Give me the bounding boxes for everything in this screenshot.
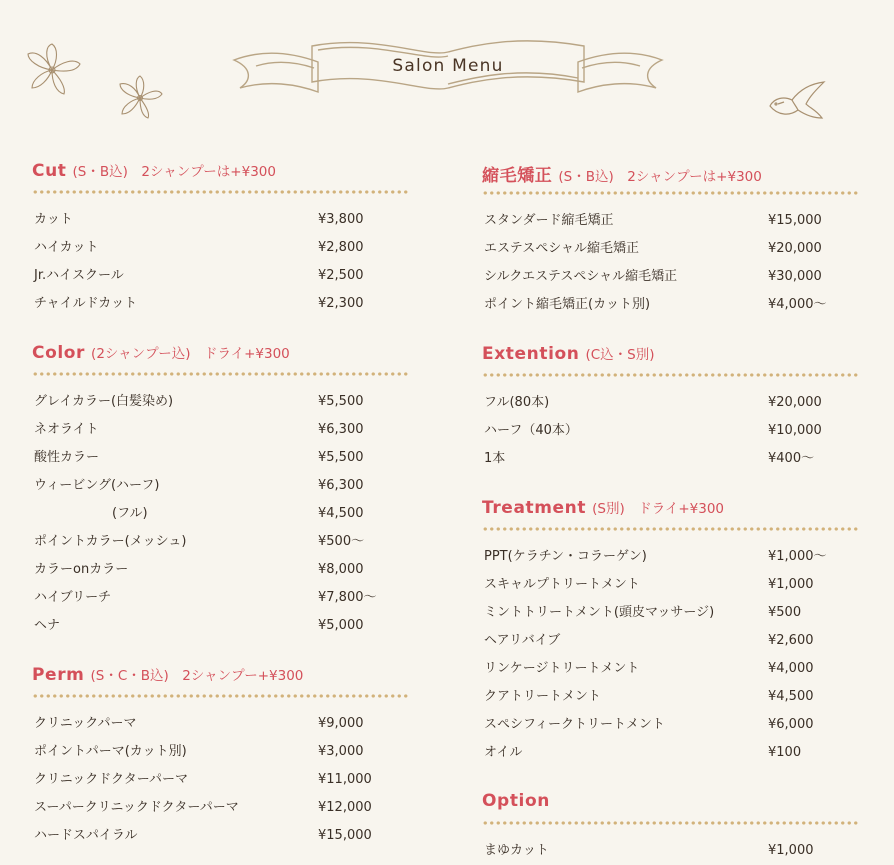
item-price: ¥3,800 (318, 212, 364, 227)
item-price: ¥400〜 (768, 451, 815, 466)
menu-item (482, 711, 858, 739)
item-price: ¥8,000 (318, 562, 364, 577)
item-price: ¥20,000 (768, 241, 822, 256)
item-price: ¥4,500 (318, 506, 364, 521)
item-price: ¥11,000 (318, 772, 372, 787)
item-price: ¥3,000 (318, 744, 364, 759)
item-name: カラーonカラー (34, 562, 129, 577)
item-price: ¥10,000 (768, 423, 822, 438)
item-price: ¥500 (768, 605, 802, 620)
item-name: カット (34, 212, 73, 227)
item-price: ¥15,000 (768, 213, 822, 228)
menu-item (482, 837, 858, 865)
item-price: ¥4,500 (768, 689, 814, 704)
menu-item (482, 207, 858, 235)
menu-item (32, 262, 408, 290)
menu-item (32, 388, 408, 416)
title-banner (226, 30, 670, 110)
section-note: (S別) ドライ+¥300 (592, 501, 724, 517)
dotted-divider (482, 819, 858, 827)
menu-item (482, 417, 858, 445)
menu-item (32, 528, 408, 556)
item-name: ハイブリーチ (34, 590, 112, 605)
item-name: 1本 (484, 451, 506, 466)
item-price: ¥6,000 (768, 717, 814, 732)
section-note: (S・C・B込) 2シャンプー+¥300 (90, 668, 304, 684)
item-price: ¥2,300 (318, 296, 364, 311)
item-name: シルクエステスペシャル縮毛矯正 (484, 269, 678, 284)
item-name: ヘアリバイブ (484, 633, 561, 648)
menu-item (32, 584, 408, 612)
menu-section-treatment (482, 497, 858, 767)
menu-section-color (32, 342, 408, 640)
menu-section-extention (482, 343, 858, 473)
menu-item (482, 599, 858, 627)
item-price: ¥500〜 (318, 534, 365, 549)
section-title: Perm (32, 665, 85, 685)
menu-item (32, 822, 408, 850)
menu-section-cut (32, 160, 408, 318)
item-price: ¥2,800 (318, 240, 364, 255)
item-price: ¥15,000 (318, 828, 372, 843)
menu-item (32, 416, 408, 444)
menu-item (32, 206, 408, 234)
item-name: Jr.ハイスクール (34, 268, 124, 283)
item-name: (フル) (112, 506, 148, 521)
item-name: チャイルドカット (34, 296, 138, 311)
item-name: ポイントカラー(メッシュ) (34, 534, 187, 549)
item-price: ¥1,000 (768, 843, 814, 858)
item-name: グレイカラー(白髪染め) (34, 394, 174, 409)
dotted-divider (32, 188, 408, 196)
menu-item (32, 444, 408, 472)
menu-item (482, 445, 858, 473)
section-title: Cut (32, 161, 67, 181)
item-name: フル(80本) (484, 395, 550, 410)
item-name: スタンダード縮毛矯正 (484, 213, 614, 228)
menu-item (32, 738, 408, 766)
bird-icon (764, 74, 834, 128)
item-name: ヘナ (34, 618, 61, 633)
dotted-divider (482, 189, 858, 197)
item-price: ¥5,000 (318, 618, 364, 633)
menu-item (482, 291, 858, 319)
item-name: ネオライト (34, 422, 99, 437)
section-title: 縮毛矯正 (482, 166, 553, 186)
item-price: ¥1,000〜 (768, 549, 827, 564)
item-name: クリニックパーマ (34, 716, 137, 731)
section-title: Color (32, 343, 86, 363)
flower-icon (22, 42, 84, 100)
item-price: ¥6,300 (318, 478, 364, 493)
menu-item (482, 263, 858, 291)
section-note: (C込・S別) (585, 347, 655, 363)
item-price: ¥2,600 (768, 633, 814, 648)
dotted-divider (32, 692, 408, 700)
menu-item (482, 739, 858, 767)
item-name: ポイントパーマ(カット別) (34, 744, 187, 759)
dotted-divider (32, 370, 408, 378)
item-name: エステスペシャル縮毛矯正 (484, 241, 639, 256)
section-note: (S・B込) 2シャンプーは+¥300 (558, 169, 762, 185)
menu-item (32, 556, 408, 584)
menu-item (32, 710, 408, 738)
item-name: 酸性カラー (34, 450, 100, 465)
menu-item (482, 627, 858, 655)
item-price: ¥5,500 (318, 450, 364, 465)
menu-item (32, 794, 408, 822)
item-price: ¥1,000 (768, 577, 814, 592)
menu-item (482, 655, 858, 683)
item-price: ¥5,500 (318, 394, 364, 409)
item-name: リンケージトリートメント (484, 661, 640, 676)
item-name: クリニックドクターパーマ (34, 772, 189, 787)
item-price: ¥9,000 (318, 716, 364, 731)
menu-item (482, 571, 858, 599)
item-price: ¥12,000 (318, 800, 372, 815)
item-name: ポイント縮毛矯正(カット別) (484, 297, 651, 312)
item-name: スーパークリニックドクターパーマ (34, 800, 239, 815)
item-name: オイル (484, 745, 523, 760)
item-price: ¥30,000 (768, 269, 822, 284)
item-name: スペシフィークトリートメント (484, 717, 665, 732)
item-price: ¥6,300 (318, 422, 364, 437)
menu-item (32, 290, 408, 318)
menu-section-perm (32, 664, 408, 850)
item-name: ミントトリートメント(頭皮マッサージ) (484, 605, 715, 620)
item-price: ¥100 (768, 745, 802, 760)
item-price: ¥4,000〜 (768, 297, 827, 312)
item-price: ¥20,000 (768, 395, 822, 410)
section-note: (2シャンプー込) ドライ+¥300 (91, 346, 290, 362)
menu-item (32, 500, 408, 528)
item-name: クアトリートメント (484, 689, 601, 704)
item-name: ウィービング(ハーフ) (34, 478, 160, 493)
item-price: ¥4,000 (768, 661, 814, 676)
menu-item (32, 472, 408, 500)
page-title: Salon Menu (392, 56, 504, 76)
menu-item (32, 612, 408, 640)
item-price: ¥7,800〜 (318, 590, 377, 605)
menu-item (32, 766, 408, 794)
item-name: スキャルプトリートメント (484, 577, 640, 592)
item-name: まゆカット (484, 843, 549, 858)
menu-item (482, 389, 858, 417)
menu-item (32, 234, 408, 262)
section-title: Option (482, 791, 550, 811)
menu-section-option (482, 791, 858, 865)
section-title: Extention (482, 344, 580, 364)
item-price: ¥2,500 (318, 268, 364, 283)
menu-section-straightening (482, 161, 858, 319)
menu-item (482, 543, 858, 571)
dotted-divider (482, 371, 858, 379)
item-name: ハードスパイラル (34, 828, 138, 843)
dotted-divider (482, 525, 858, 533)
section-title: Treatment (482, 498, 587, 518)
menu-item (482, 235, 858, 263)
menu-item (482, 683, 858, 711)
flower-icon (114, 74, 166, 124)
item-name: PPT(ケラチン・コラーゲン) (484, 549, 647, 564)
section-note: (S・B込) 2シャンプーは+¥300 (72, 164, 276, 180)
item-name: ハーフ（40本） (484, 423, 578, 438)
item-name: ハイカット (34, 240, 99, 255)
